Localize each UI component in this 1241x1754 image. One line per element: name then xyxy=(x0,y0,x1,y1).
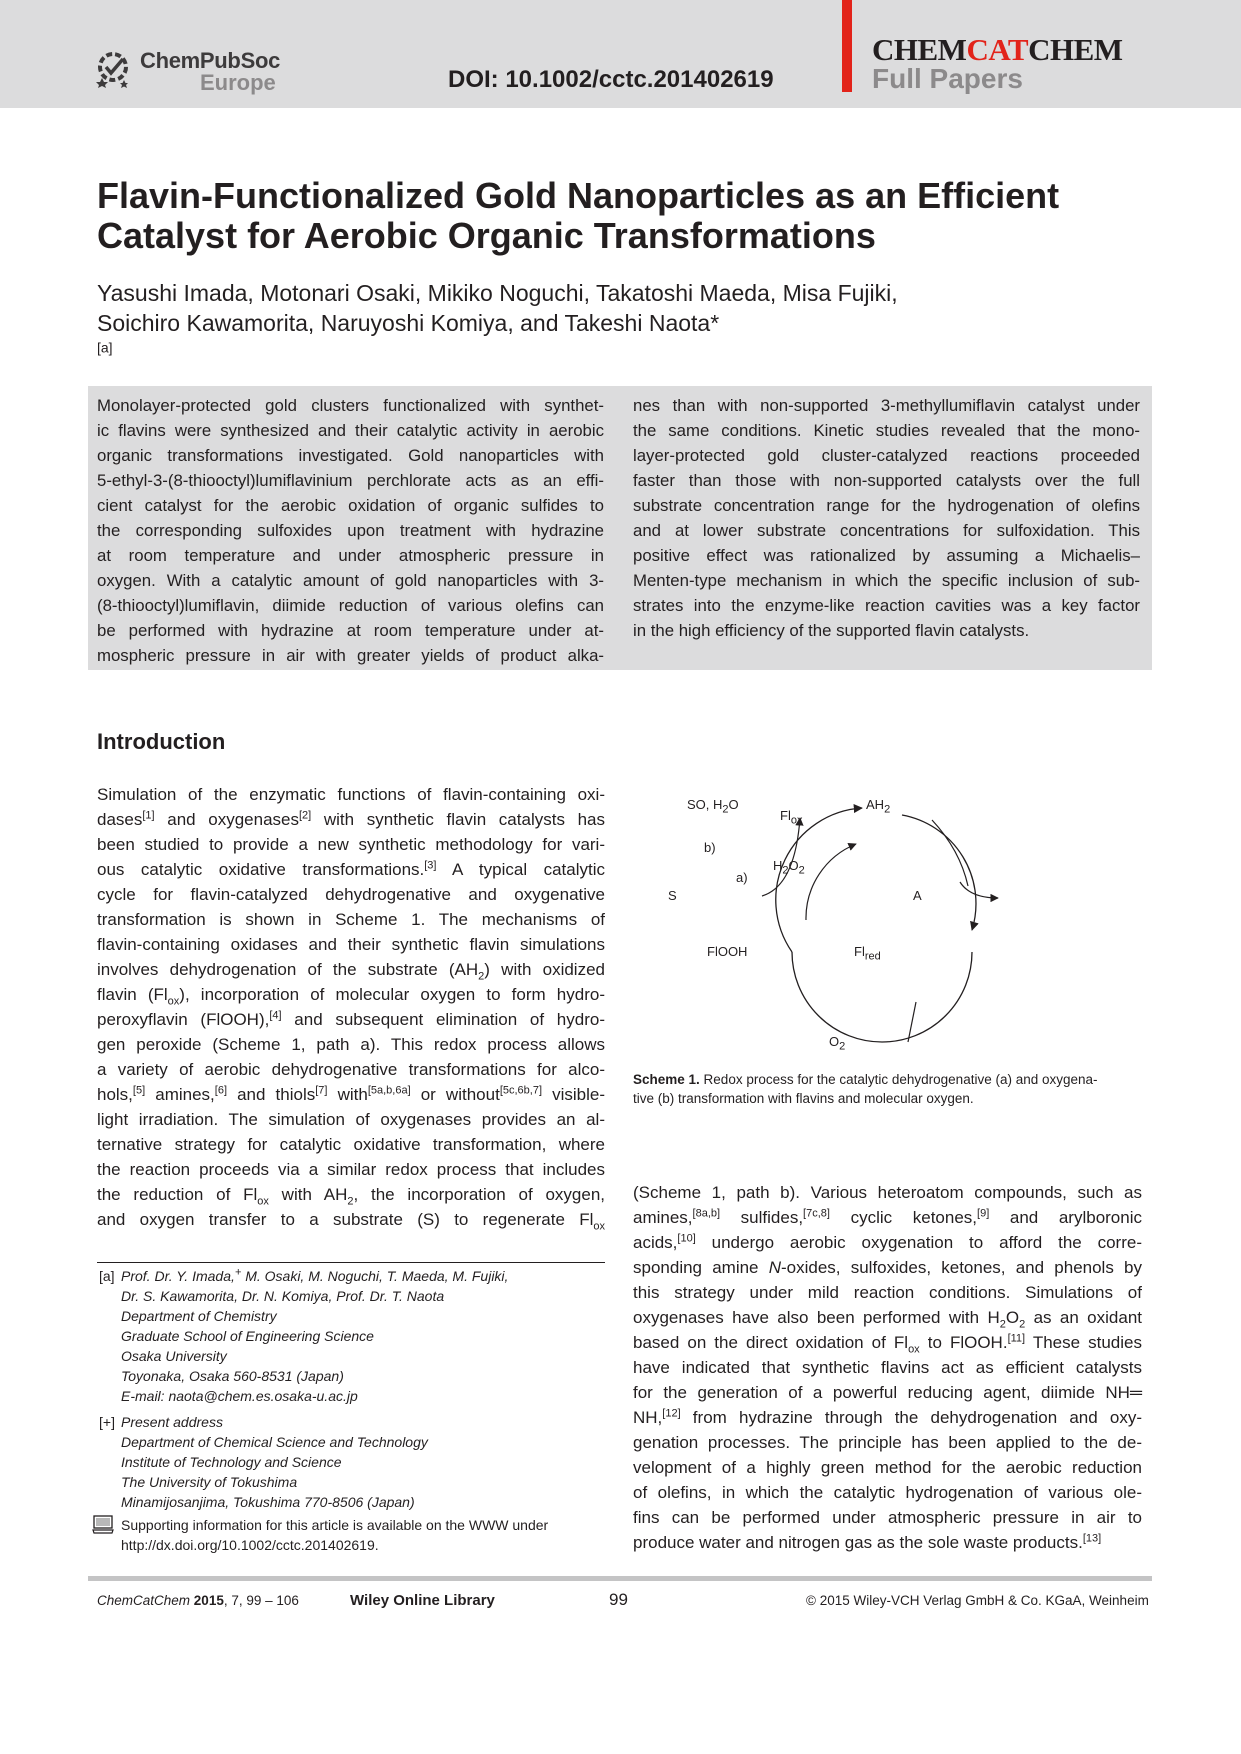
scheme-label-path-b: b) xyxy=(704,840,716,855)
authors-line xyxy=(97,308,1097,368)
catalytic-cycle-lower-arc xyxy=(792,952,972,1042)
abstract-line: oxygen. With a catalytic amount of gold nanoparticles with 3- xyxy=(97,571,604,590)
product-a-arrow xyxy=(960,882,998,898)
intro-line: Simulation of the enzymatic functions of flavin-containing oxi- xyxy=(97,785,605,804)
logo-subtitle: Europe xyxy=(200,70,276,95)
intro-line: flavin $(Fl_{ox})$, incorporation of molecular oxygen to form hydro- xyxy=(97,985,605,1008)
footnote-line: Minamijosanjima, Tokushima 770-8506 (Japan) xyxy=(121,1494,415,1510)
title-line: Catalyst for Aerobic Organic Transformations xyxy=(97,215,876,256)
author-list xyxy=(97,278,1097,368)
intro-line: sponding amine N-oxides, sulfoxides, ketones, and phenols by xyxy=(633,1258,1142,1277)
footer-year: 2015 xyxy=(193,1593,224,1608)
intro-line: hols,[5] amines,[6] and thiols[7] with[5a,b,6a] or without[5c,6b,7] visible- xyxy=(97,1084,606,1104)
abstract-line: mospheric pressure in air with greater yields of product alka- xyxy=(97,646,604,665)
journal-name-mid: CAT xyxy=(966,32,1029,67)
abstract-line: in the high efficiency of the supported flavin catalysts. xyxy=(633,621,1030,640)
intro-line: transformation is shown in Scheme 1. The mechanisms of xyxy=(97,910,605,929)
footnote-line: The University of Tokushima xyxy=(121,1474,298,1490)
journal-accent-bar xyxy=(842,0,852,92)
path-a-arrow xyxy=(806,844,856,920)
footnote-mark-plus: [+] xyxy=(99,1414,115,1430)
abstract-line: Menten-type mechanism in which the specific inclusion of sub- xyxy=(633,571,1140,590)
scheme-1-diagram xyxy=(740,790,1040,1053)
supporting-info-link[interactable]: http://dx.doi.org/10.1002/cctc.201402619. xyxy=(121,1537,379,1553)
abstract-line: positive effect was rationalized by assuming a Michaelis– xyxy=(633,546,1140,565)
intro-line: and oxygen transfer to a substrate (S) to regenerate $Fl_{ox}$ xyxy=(97,1210,605,1233)
intro-line: dases[1] and oxygenases[2] with synthetic flavin catalysts has xyxy=(97,809,605,829)
affiliation-mark[interactable]: [a] xyxy=(97,339,113,356)
authors-line: Yasushi Imada, Motonari Osaki, Mikiko Noguchi, Takatoshi Maeda, Misa Fujiki, xyxy=(97,280,898,306)
caption-line xyxy=(633,1070,1143,1089)
intro-line: peroxyflavin (FlOOH),[4] and subsequent elimination of hydro- xyxy=(97,1009,605,1029)
abstract-line: Monolayer-protected gold clusters functionalized with synthet- xyxy=(97,396,604,415)
intro-line: amines,[8a,b] sulfides,[7c,8] cyclic ketones,[9] and arylboronic xyxy=(633,1207,1142,1227)
footnote-line: Dr. S. Kawamorita, Dr. N. Komiya, Prof. Dr. T. Naota xyxy=(121,1288,445,1304)
chempubsoc-logo[interactable] xyxy=(96,46,296,96)
footer-journal: ChemCatChem xyxy=(97,1593,191,1608)
journal-name-suffix: CHEM xyxy=(1028,32,1123,67)
intro-line: genation processes. The principle has been applied to the de- xyxy=(633,1433,1142,1452)
catalytic-cycle-upper-right-arc xyxy=(902,815,976,930)
scheme-label-o2: $O_2$ xyxy=(829,1034,846,1053)
intro-line: this strategy under mild reaction conditions. Simulations of xyxy=(633,1283,1142,1302)
footnote-line: Present address xyxy=(121,1414,223,1430)
journal-name-prefix: CHEM xyxy=(872,32,967,67)
abstract-line: substrate concentration range for the hydrogenation of olefins xyxy=(633,496,1140,515)
abstract-box xyxy=(88,386,1152,670)
intro-line: based on the direct oxidation of $Fl_{ox}$ to FlOOH.[11] These studies xyxy=(633,1332,1142,1356)
footnote-email[interactable]: E-mail: naota@chem.es.osaka-u.ac.jp xyxy=(121,1388,358,1404)
intro-line: (Scheme 1, path b). Various heteroatom compounds, such as xyxy=(633,1183,1142,1202)
abstract-line: ic flavins were synthesized and their catalytic activity in aerobic xyxy=(97,421,604,440)
intro-line: have indicated that synthetic flavins act as efficient catalysts xyxy=(633,1358,1142,1377)
abstract-line: 5-ethyl-3-(8-thiooctyl)lumiflavinium perchlorate acts as an effi- xyxy=(97,471,604,490)
footnote-line: Graduate School of Engineering Science xyxy=(121,1328,374,1344)
abstract-column-right xyxy=(633,393,1140,643)
intro-line: for the generation of a powerful reducing agent, diimide NH═ xyxy=(633,1383,1142,1402)
intro-line: NH,[12] from hydrazine through the dehydrogenation and oxy- xyxy=(633,1407,1142,1427)
scheme-caption xyxy=(633,1070,1143,1108)
wiley-online-library-link[interactable]: Wiley Online Library xyxy=(350,1592,495,1609)
intro-line: flavin-containing oxidases and their synthetic flavin simulations xyxy=(97,935,605,954)
abstract-line: cient catalyst for the aerobic oxidation of organic sulfides to xyxy=(97,496,604,515)
chempubsoc-logo-icon xyxy=(96,48,134,88)
abstract-line: the same conditions. Kinetic studies revealed that the mono- xyxy=(633,421,1140,440)
footnote-line: Osaka University xyxy=(121,1348,227,1364)
abstract-line: at room temperature and under atmospheric pressure in xyxy=(97,546,604,565)
footnote-line: Toyonaka, Osaka 560-8531 (Japan) xyxy=(121,1368,344,1384)
authors-line-text: Soichiro Kawamorita, Naruyoshi Komiya, and Takeshi Naota* xyxy=(97,310,720,336)
scheme-label-h2o2: $H_2O_2$ xyxy=(773,858,805,877)
article-title xyxy=(97,176,1097,256)
title-line: Flavin-Functionalized Gold Nanoparticles as an Efficient xyxy=(97,175,1060,216)
intro-line: the reaction proceeds via a similar redox process that includes xyxy=(97,1160,605,1179)
footer-copyright: © 2015 Wiley-VCH Verlag GmbH & Co. KGaA, Weinheim xyxy=(806,1593,1149,1608)
intro-line: fins can be performed under atmospheric pressure in air to xyxy=(633,1508,1142,1527)
scheme-label-fl-ox-top: $Fl_{ox}$ xyxy=(780,808,803,827)
abstract-line: and at lower substrate concentrations for sulfoxidation. This xyxy=(633,521,1140,540)
scheme-label-path-a: a) xyxy=(736,870,748,885)
caption-text: Redox process for the catalytic dehydrogenative (a) and oxygena- xyxy=(699,1072,1098,1087)
footnote-mark-a: [a] xyxy=(99,1268,115,1284)
abstract-line: the corresponding sulfoxides upon treatment with hydrazine xyxy=(97,521,604,540)
page-number: 99 xyxy=(609,1590,628,1609)
intro-line: involves dehydrogenation of the substrate $(AH_2)$ with oxidized xyxy=(97,960,605,983)
computer-icon xyxy=(92,1515,114,1535)
footnote-line: Supporting information for this article is available on the WWW under xyxy=(121,1517,549,1533)
intro-line: cycle for flavin-catalyzed dehydrogenative and oxygenative xyxy=(97,885,605,904)
intro-line: ternative strategy for catalytic oxidative transformation, where xyxy=(97,1135,605,1154)
intro-line: been studied to provide a new synthetic methodology for vari- xyxy=(97,835,605,854)
footnote-line: Department of Chemistry xyxy=(121,1308,277,1324)
logo-name: ChemPubSoc xyxy=(140,48,281,73)
abstract-line: (8-thiooctyl)lumiflavin, diimide reduction of various olefins can xyxy=(97,596,604,615)
footnote-present-address xyxy=(121,1412,601,1512)
caption-line: tive (b) transformation with flavins and molecular oxygen. xyxy=(633,1091,974,1106)
scheme-label-ah2: $AH_2$ xyxy=(866,797,891,816)
intro-line: gen peroxide (Scheme 1, path a). This redox process allows xyxy=(97,1035,605,1054)
caption-label: Scheme 1. xyxy=(633,1072,700,1087)
introduction-heading: Introduction xyxy=(97,729,226,754)
intro-line: of olefins, in which the catalytic hydrogenation of various ole- xyxy=(633,1483,1142,1502)
intro-line: ous catalytic oxidative transformations.[3] A typical catalytic xyxy=(97,859,605,879)
abstract-line: faster than those with non-supported catalysts over the full xyxy=(633,471,1140,490)
path-b-arrow xyxy=(762,818,800,896)
abstract-line: nes than with non-supported 3-methyllumiflavin catalyst under xyxy=(633,396,1140,415)
supporting-information-note xyxy=(121,1515,621,1555)
abstract-column-left xyxy=(97,393,604,668)
footer-citation xyxy=(97,1593,299,1608)
footnote-line: Institute of Technology and Science xyxy=(121,1454,342,1470)
footnote-affiliation-a xyxy=(121,1266,601,1406)
intro-column-left xyxy=(97,782,605,1232)
scheme-label-a-product: A xyxy=(913,888,922,903)
scheme-label-s: S xyxy=(668,888,677,903)
doi-link[interactable]: DOI: 10.1002/cctc.201402619 xyxy=(448,66,774,93)
footnote-rule xyxy=(97,1262,605,1263)
intro-line: velopment of a highly green method for the aerobic reduction xyxy=(633,1458,1142,1477)
intro-line: a variety of aerobic dehydrogenative transformations for alco- xyxy=(97,1060,605,1079)
scheme-label-fl-red: $Fl_{red}$ xyxy=(854,944,881,963)
abstract-line: organic transformations investigated. Gold nanoparticles with xyxy=(97,446,604,465)
scheme-label-flooh: FlOOH xyxy=(707,944,748,959)
intro-line: light irradiation. The simulation of oxygenases provides an al- xyxy=(97,1110,605,1129)
intro-line: the reduction of $Fl_{ox}$ with $AH_2$, the incorporation of oxygen, xyxy=(97,1185,605,1208)
intro-column-right xyxy=(633,1180,1142,1555)
footnote-line: Department of Chemical Science and Technology xyxy=(121,1434,428,1450)
section-type: Full Papers xyxy=(872,63,1023,94)
intro-line: produce water and nitrogen gas as the sole waste products.[13] xyxy=(633,1532,1102,1552)
abstract-line: layer-protected gold cluster-catalyzed reactions proceeded xyxy=(633,446,1140,465)
abstract-line: be performed with hydrazine at room temperature under at- xyxy=(97,621,604,640)
catalytic-cycle-upper-left-arc xyxy=(776,808,862,952)
abstract-line: strates into the enzyme-like reaction cavities was a key factor xyxy=(633,596,1140,615)
intro-line: acids,[10] undergo aerobic oxygenation to afford the corre- xyxy=(633,1232,1142,1252)
intro-line: oxygenases have also been performed with $H_2O_2$ as an oxidant xyxy=(633,1308,1142,1331)
footer-volume-pages: , 7, 99 – 106 xyxy=(223,1593,299,1608)
scheme-label-so-h2o: SO, $H_2O$ xyxy=(687,797,739,816)
footnote-line: Prof. Dr. Y. Imada,+ M. Osaki, M. Noguchi, T. Maeda, M. Fujiki, xyxy=(121,1266,509,1284)
footer-rule xyxy=(88,1576,1152,1581)
